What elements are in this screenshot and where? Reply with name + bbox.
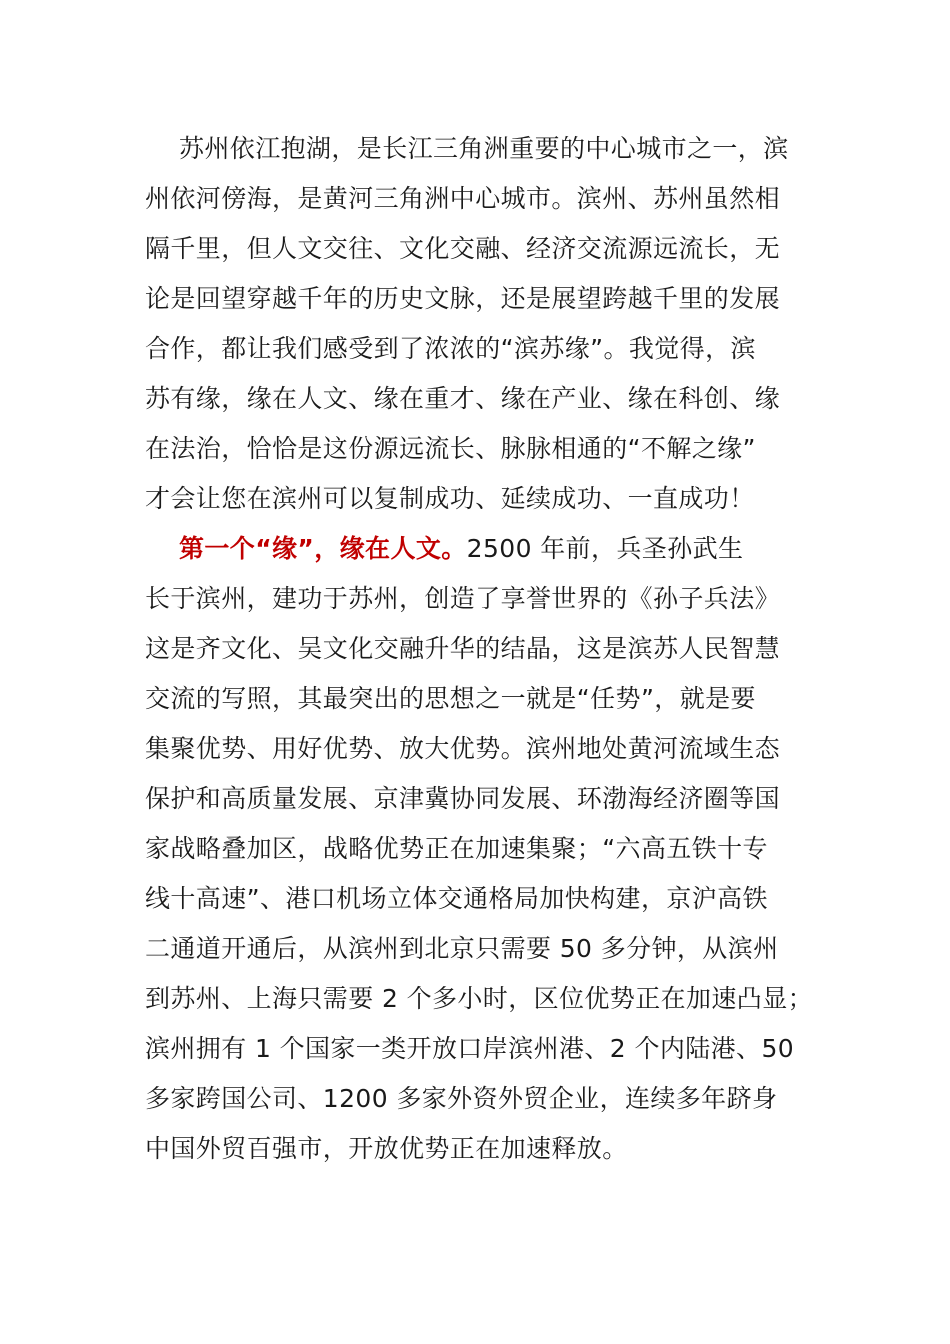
paragraph-line: 二通道开通后，从滨州到北京只需要 50 多分钟，从滨州 bbox=[145, 934, 779, 963]
paragraph-culture bbox=[145, 524, 813, 1174]
paragraph-intro bbox=[145, 124, 813, 524]
paragraph-line: 州依河傍海，是黄河三角洲中心城市。滨州、苏州虽然相 bbox=[145, 184, 781, 213]
paragraph-line: 苏有缘，缘在人文、缘在重才、缘在产业、缘在科创、缘 bbox=[145, 384, 781, 413]
paragraph-line: 集聚优势、用好优势、放大优势。滨州地处黄河流域生态 bbox=[145, 734, 781, 763]
paragraph-line: 到苏州、上海只需要 2 个多小时，区位优势正在加速凸显； bbox=[145, 984, 814, 1013]
paragraph-line: 多家跨国公司、1200 多家外资外贸企业，连续多年跻身 bbox=[145, 1084, 778, 1113]
paragraph-first-line bbox=[145, 524, 813, 574]
paragraph-line: 长于滨州，建功于苏州，创造了享誉世界的《孙子兵法》 bbox=[145, 584, 781, 613]
paragraph-line: 线十高速”、港口机场立体交通格局加快构建，京沪高铁 bbox=[145, 884, 768, 913]
document-page bbox=[145, 124, 813, 1174]
paragraph-text: 2500 年前，兵圣孙武生 bbox=[466, 534, 744, 563]
paragraph-line: 合作，都让我们感受到了浓浓的“滨苏缘”。我觉得，滨 bbox=[145, 334, 756, 363]
paragraph-line: 交流的写照，其最突出的思想之一就是“任势”，就是要 bbox=[145, 684, 756, 713]
paragraph-line: 苏州依江抱湖，是长江三角洲重要的中心城市之一，滨 bbox=[179, 134, 789, 163]
paragraph-line: 保护和高质量发展、京津冀协同发展、环渤海经济圈等国 bbox=[145, 784, 781, 813]
paragraph-line: 这是齐文化、吴文化交融升华的结晶，这是滨苏人民智慧 bbox=[145, 634, 781, 663]
paragraph-line: 中国外贸百强市，开放优势正在加速释放。 bbox=[145, 1134, 628, 1163]
paragraph-line: 在法治，恰恰是这份源远流长、脉脉相通的“不解之缘” bbox=[145, 434, 756, 463]
paragraph-line: 隔千里，但人文交往、文化交融、经济交流源远流长，无 bbox=[145, 234, 781, 263]
paragraph-line: 才会让您在滨州可以复制成功、延续成功、一直成功！ bbox=[145, 484, 755, 513]
paragraph-line: 滨州拥有 1 个国家一类开放口岸滨州港、2 个内陆港、50 bbox=[145, 1034, 795, 1063]
paragraph-line: 论是回望穿越千年的历史文脉，还是展望跨越千里的发展 bbox=[145, 284, 781, 313]
section-heading: 第一个“缘”，缘在人文。 bbox=[179, 534, 467, 563]
paragraph-line: 家战略叠加区，战略优势正在加速集聚；“六高五铁十专 bbox=[145, 834, 768, 863]
